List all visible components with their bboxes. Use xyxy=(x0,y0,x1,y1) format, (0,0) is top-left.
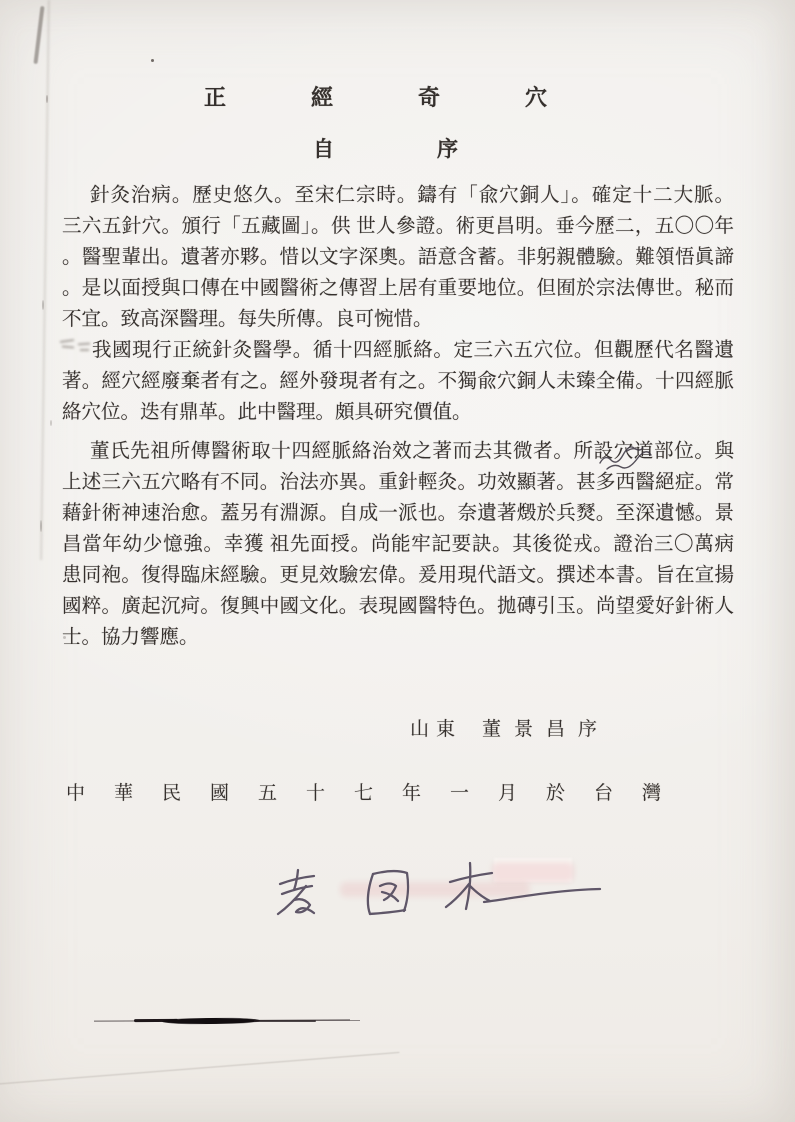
scan-speck xyxy=(151,59,154,62)
page-title-row xyxy=(0,84,795,112)
body-line: 不宜。致高深醫理。每失所傳。良可惋惜。 xyxy=(62,309,433,330)
body-line: 我國現行正統針灸醫學。循十四經脈絡。定三六五穴位。但觀歷代名醫遺 xyxy=(92,340,734,361)
body-line: 。醫聖輩出。遺著亦夥。惜以文字深奧。語意含蓄。非躬親體驗。難領悟眞諦 xyxy=(62,247,734,268)
body-line: 絡穴位。迭有鼎革。此中醫理。頗具研究價值。 xyxy=(62,402,472,423)
body-line: 藉針術神速治愈。蓋另有淵源。自成一派也。奈遺著燬於兵燹。至深遺憾。景 xyxy=(62,503,734,524)
paper-crease-mark xyxy=(33,6,44,64)
body-line: 昌當年幼少憶強。幸獲 祖先面授。尚能牢記要訣。其後從戎。證治三〇萬病 xyxy=(62,534,734,555)
ink-smudge xyxy=(58,336,94,356)
body-line: 上述三六五穴略有不同。治法亦異。重針輕灸。功效顯著。甚多西醫絕症。常 xyxy=(62,472,734,493)
preface-heading-char: 序 xyxy=(437,137,458,161)
preface-heading-char: 自 xyxy=(313,137,334,161)
paragraph-1 xyxy=(62,180,734,335)
scan-speck xyxy=(50,420,52,426)
body-line: 董氏先祖所傳醫術取十四經脈絡治效之著而去其微者。所設穴道部位。與 xyxy=(90,441,734,462)
handwritten-signature xyxy=(270,856,606,924)
body-line: 三六五針穴。頒行「五藏圖」。供 世人參證。術更昌明。垂今歷二，五〇〇年 xyxy=(62,216,734,237)
paper-fold-line xyxy=(0,1052,399,1085)
paragraph-2 xyxy=(62,335,734,428)
dateline: 中華民國五十七年一月於台灣 xyxy=(66,783,691,804)
ink-streak xyxy=(94,1016,362,1026)
body-line: 士。協力響應。 xyxy=(62,627,199,648)
body-line: 著。經穴經廢棄者有之。經外發現者有之。不獨兪穴銅人未臻全備。十四經脈 xyxy=(62,371,734,392)
body-line: 。是以面授與口傳在中國醫術之傳習上居有重要地位。但囿於宗法傳世。秘而 xyxy=(62,278,734,299)
handwritten-annotation-scribble xyxy=(597,443,661,473)
page-title: 正經奇穴 xyxy=(203,85,632,110)
preface-body xyxy=(62,180,734,653)
body-line: 患同袍。復得臨床經驗。更見效驗宏偉。爰用現代語文。撰述本書。旨在宣揚 xyxy=(62,565,734,586)
attribution-place: 山東 xyxy=(410,719,463,740)
body-line: 針灸治病。歷史悠久。至宋仁宗時。鑄有「兪穴銅人」。確定十二大脈。 xyxy=(90,185,734,206)
scan-speck xyxy=(42,300,44,310)
preface-heading xyxy=(0,136,795,162)
scan-speck xyxy=(40,520,42,532)
signature-strokes xyxy=(270,856,606,924)
body-line: 國粹。廣起沉疴。復興中國文化。表現國醫特色。拋磚引玉。尚望愛好針術人 xyxy=(62,596,734,617)
attribution-line xyxy=(410,716,610,744)
attribution-name: 董景昌序 xyxy=(482,719,611,740)
